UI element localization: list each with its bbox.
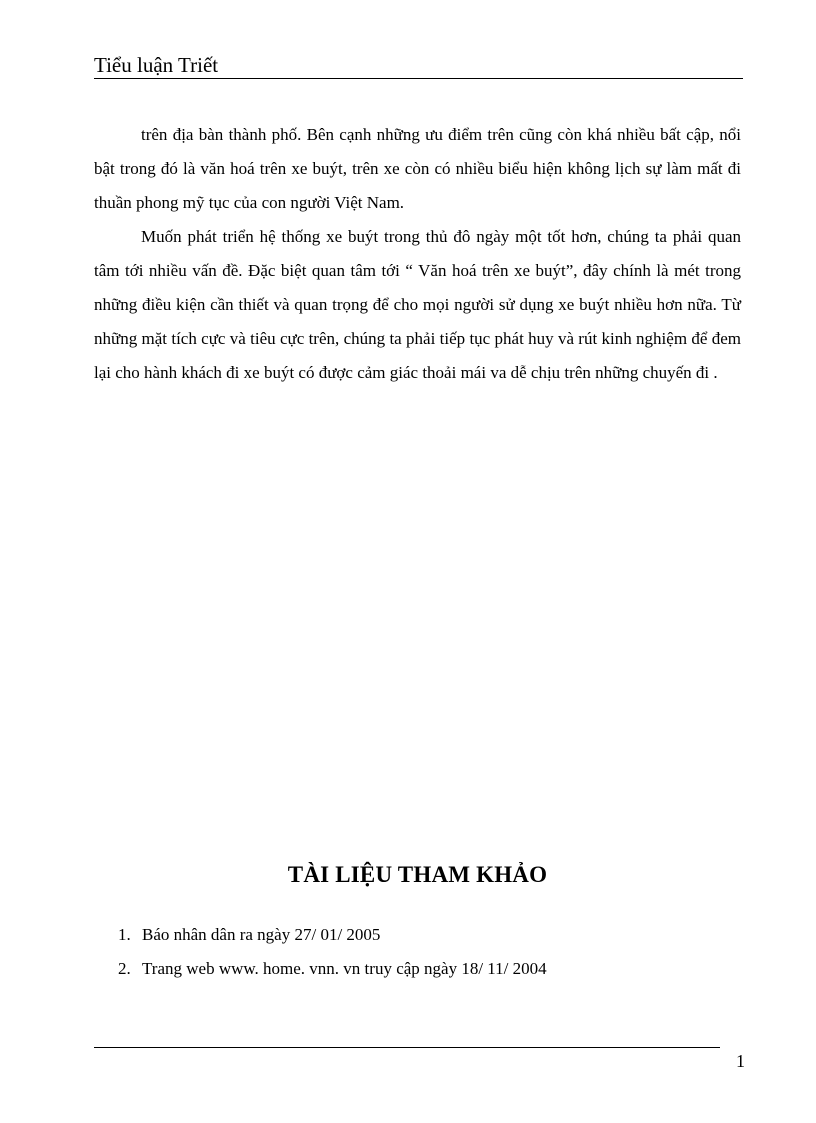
- references-heading: TÀI LIỆU THAM KHẢO: [287, 862, 548, 887]
- reference-number: 2.: [118, 959, 131, 978]
- reference-number: 1.: [118, 925, 131, 944]
- references-list: [118, 918, 547, 986]
- paragraph-conclusion: Muốn phát triển hệ thống xe buýt trong thủ đô ngày một tốt hơn, chúng ta phải quan tâm tới nhiều vấn đề. Đặc biệt quan tâm tới “ Văn hoá trên xe buýt”, đây chính là mét trong những điều kiện cần thiết và quan trọng để cho mọi người sử dụng xe buýt nhiều hơn nữa. Từ những mặt tích cực và tiêu cực trên, chúng ta phải tiếp tục phát huy và rút kinh nghiệm để đem lại cho hành khách đi xe buýt có được cảm giác thoải mái va dễ chịu trên những chuyến đi .: [94, 227, 741, 382]
- footer-divider: [94, 1047, 720, 1048]
- reference-text: Trang web www. home. vnn. vn truy cập ngày 18/ 11/ 2004: [142, 959, 547, 978]
- page-number: 1: [736, 1051, 745, 1071]
- reference-item: [118, 952, 547, 986]
- header-title: Tiểu luận Triết: [94, 53, 219, 77]
- paragraph-continuation: trên địa bàn thành phố. Bên cạnh những ưu điểm trên cũng còn khá nhiều bất cập, nổi bật trong đó là văn hoá trên xe buýt, trên xe còn có nhiều biểu hiện không lịch sự làm mất đi thuần phong mỹ tục của con người Việt Nam.: [94, 125, 741, 212]
- header-divider: [94, 78, 743, 79]
- reference-item: [118, 918, 547, 952]
- body-text: [94, 118, 741, 390]
- reference-text: Báo nhân dân ra ngày 27/ 01/ 2005: [142, 925, 381, 944]
